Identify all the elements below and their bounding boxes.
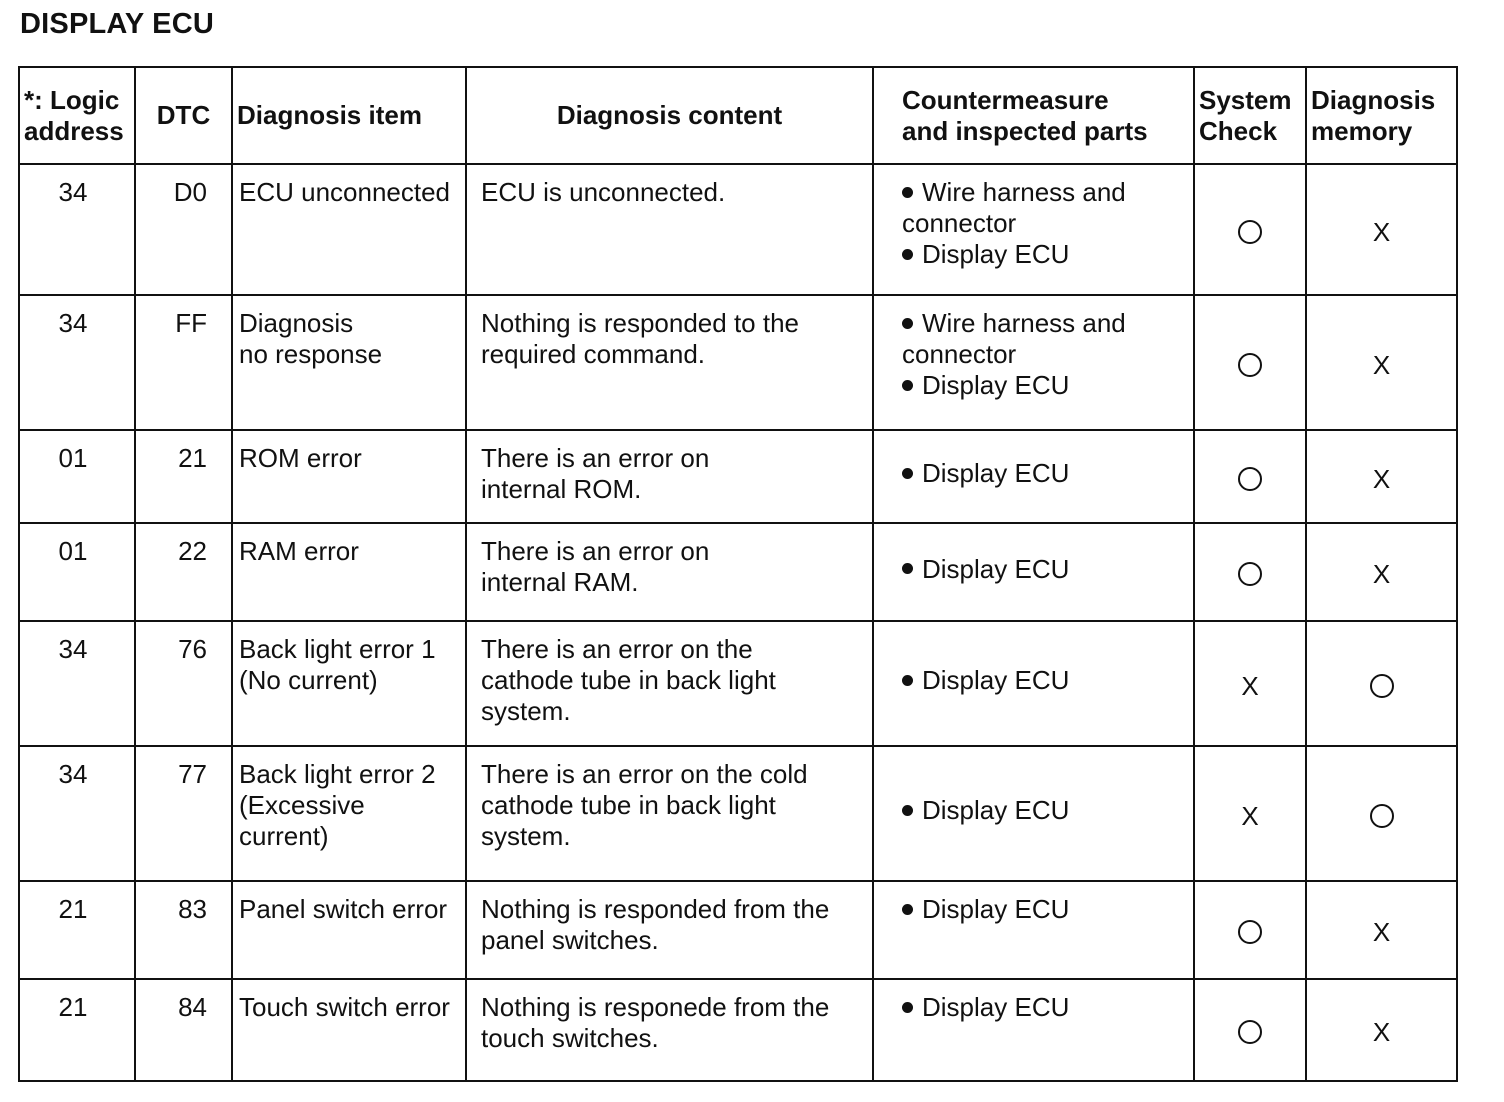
dtc-cell: 22 [135,523,232,621]
diagnosis-table-container [18,66,1456,1082]
dtc-cell: 84 [135,979,232,1081]
countermeasure-cell [873,295,1194,430]
diagnosis-item-cell: RAM error [232,523,466,621]
diagnosis-memory-cell [1306,881,1457,979]
countermeasure-line [902,308,1187,339]
countermeasure-cell [873,621,1194,746]
diagnosis-memory-cell [1306,430,1457,523]
x-mark: X [1241,670,1259,701]
dtc-cell: 77 [135,746,232,881]
diagnosis-memory-cell [1306,621,1457,746]
column-header-diagnosis-item: Diagnosis item [232,67,466,164]
diagnosis-item-cell: ECU unconnected [232,164,466,295]
bullet-icon [902,380,913,391]
table-row [19,746,1457,881]
bullet-icon [902,904,913,915]
countermeasure-line [902,208,1187,239]
x-mark: X [1372,216,1391,247]
logic-address-cell: 34 [19,164,135,295]
countermeasure-cell [873,881,1194,979]
countermeasure-text: Wire harness and [922,308,1126,338]
diagnosis-item-cell: Panel switch error [232,881,466,979]
circle-mark-icon [1238,920,1262,944]
countermeasure-line [902,458,1187,489]
countermeasure-line [902,554,1187,585]
countermeasure-text: connector [902,339,1017,369]
countermeasure-line [902,894,1187,925]
diagnosis-item-cell: Diagnosis no response [232,295,466,430]
circle-mark-icon [1238,562,1262,586]
table-row [19,621,1457,746]
circle-mark-icon [1238,467,1262,491]
countermeasure-text: Display ECU [922,553,1070,584]
x-mark: X [1372,463,1391,494]
diagnosis-content-cell: There is an error on internal RAM. [466,523,873,621]
diagnosis-content-cell: ECU is unconnected. [466,164,873,295]
countermeasure-text: Display ECU [922,665,1070,695]
diagnosis-memory-cell [1306,746,1457,881]
dtc-cell: FF [135,295,232,430]
page-title: DISPLAY ECU [20,8,214,40]
column-header-logic-address: *: Logic address [19,67,135,164]
diagnosis-content-cell: There is an error on the cold cathode tube in back light system. [466,746,873,881]
countermeasure-line [902,177,1187,208]
table-row [19,164,1457,295]
diagnosis-item-cell: Back light error 2 (Excessive current) [232,746,466,881]
countermeasure-text: Display ECU [922,458,1070,488]
bullet-icon [902,805,913,816]
system-check-cell [1194,621,1306,746]
countermeasure-cell [873,746,1194,881]
bullet-icon [902,563,913,574]
countermeasure-cell [873,979,1194,1081]
diagnosis-content-cell: There is an error on the cathode tube in back light system. [466,621,873,746]
diagnosis-table [18,66,1458,1082]
logic-address-cell: 01 [19,523,135,621]
table-row [19,979,1457,1081]
table-header-row [19,67,1457,164]
bullet-icon [902,675,913,686]
logic-address-cell: 21 [19,881,135,979]
column-header-system-check: System Check [1194,67,1306,164]
circle-mark-icon [1238,353,1262,377]
bullet-icon [902,468,913,479]
countermeasure-cell [873,523,1194,621]
countermeasure-line [902,665,1187,696]
countermeasure-line [902,370,1187,401]
logic-address-cell: 34 [19,295,135,430]
column-header-diagnosis-memory: Diagnosis memory [1306,67,1457,164]
x-mark: X [1241,800,1259,831]
x-mark: X [1372,559,1391,590]
table-row [19,430,1457,523]
table-body [19,164,1457,1081]
column-header-diagnosis-content: Diagnosis content [466,67,873,164]
x-mark: X [1372,349,1391,380]
system-check-cell [1194,164,1306,295]
circle-mark-icon [1370,804,1394,828]
x-mark: X [1372,1017,1391,1048]
circle-mark-icon [1370,674,1394,698]
dtc-cell: 76 [135,621,232,746]
diagnosis-memory-cell [1306,295,1457,430]
diagnosis-memory-cell [1306,523,1457,621]
bullet-icon [902,187,913,198]
system-check-cell [1194,746,1306,881]
countermeasure-line [902,992,1187,1023]
countermeasure-text: Display ECU [922,370,1070,400]
countermeasure-text: Display ECU [922,239,1070,269]
countermeasure-cell [873,430,1194,523]
countermeasure-line [902,339,1187,370]
table-row [19,881,1457,979]
countermeasure-text: connector [902,208,1017,238]
diagnosis-memory-cell [1306,979,1457,1081]
logic-address-cell: 01 [19,430,135,523]
logic-address-cell: 34 [19,746,135,881]
circle-mark-icon [1238,220,1262,244]
countermeasure-text: Display ECU [922,894,1070,924]
countermeasure-cell [873,164,1194,295]
countermeasure-text: Display ECU [922,992,1070,1022]
circle-mark-icon [1238,1020,1262,1044]
diagnosis-item-cell: Touch switch error [232,979,466,1081]
countermeasure-line [902,239,1187,270]
diagnosis-memory-cell [1306,164,1457,295]
system-check-cell [1194,979,1306,1081]
dtc-cell: 21 [135,430,232,523]
column-header-countermeasure: Countermeasure and inspected parts [873,67,1194,164]
dtc-cell: D0 [135,164,232,295]
countermeasure-text: Display ECU [922,795,1070,825]
system-check-cell [1194,881,1306,979]
logic-address-cell: 34 [19,621,135,746]
system-check-cell [1194,295,1306,430]
bullet-icon [902,1002,913,1013]
countermeasure-line [902,795,1187,826]
logic-address-cell: 21 [19,979,135,1081]
table-row [19,295,1457,430]
diagnosis-content-cell: Nothing is responded to the required command. [466,295,873,430]
bullet-icon [902,249,913,260]
column-header-dtc: DTC [135,67,232,164]
bullet-icon [902,318,913,329]
diagnosis-content-cell: Nothing is responede from the touch switches. [466,979,873,1081]
diagnosis-content-cell: There is an error on internal ROM. [466,430,873,523]
countermeasure-text: Wire harness and [922,177,1126,207]
diagnosis-item-cell: Back light error 1 (No current) [232,621,466,746]
system-check-cell [1194,430,1306,523]
table-row [19,523,1457,621]
x-mark: X [1372,917,1391,948]
system-check-cell [1194,523,1306,621]
diagnosis-item-cell: ROM error [232,430,466,523]
diagnosis-content-cell: Nothing is responded from the panel switches. [466,881,873,979]
dtc-cell: 83 [135,881,232,979]
